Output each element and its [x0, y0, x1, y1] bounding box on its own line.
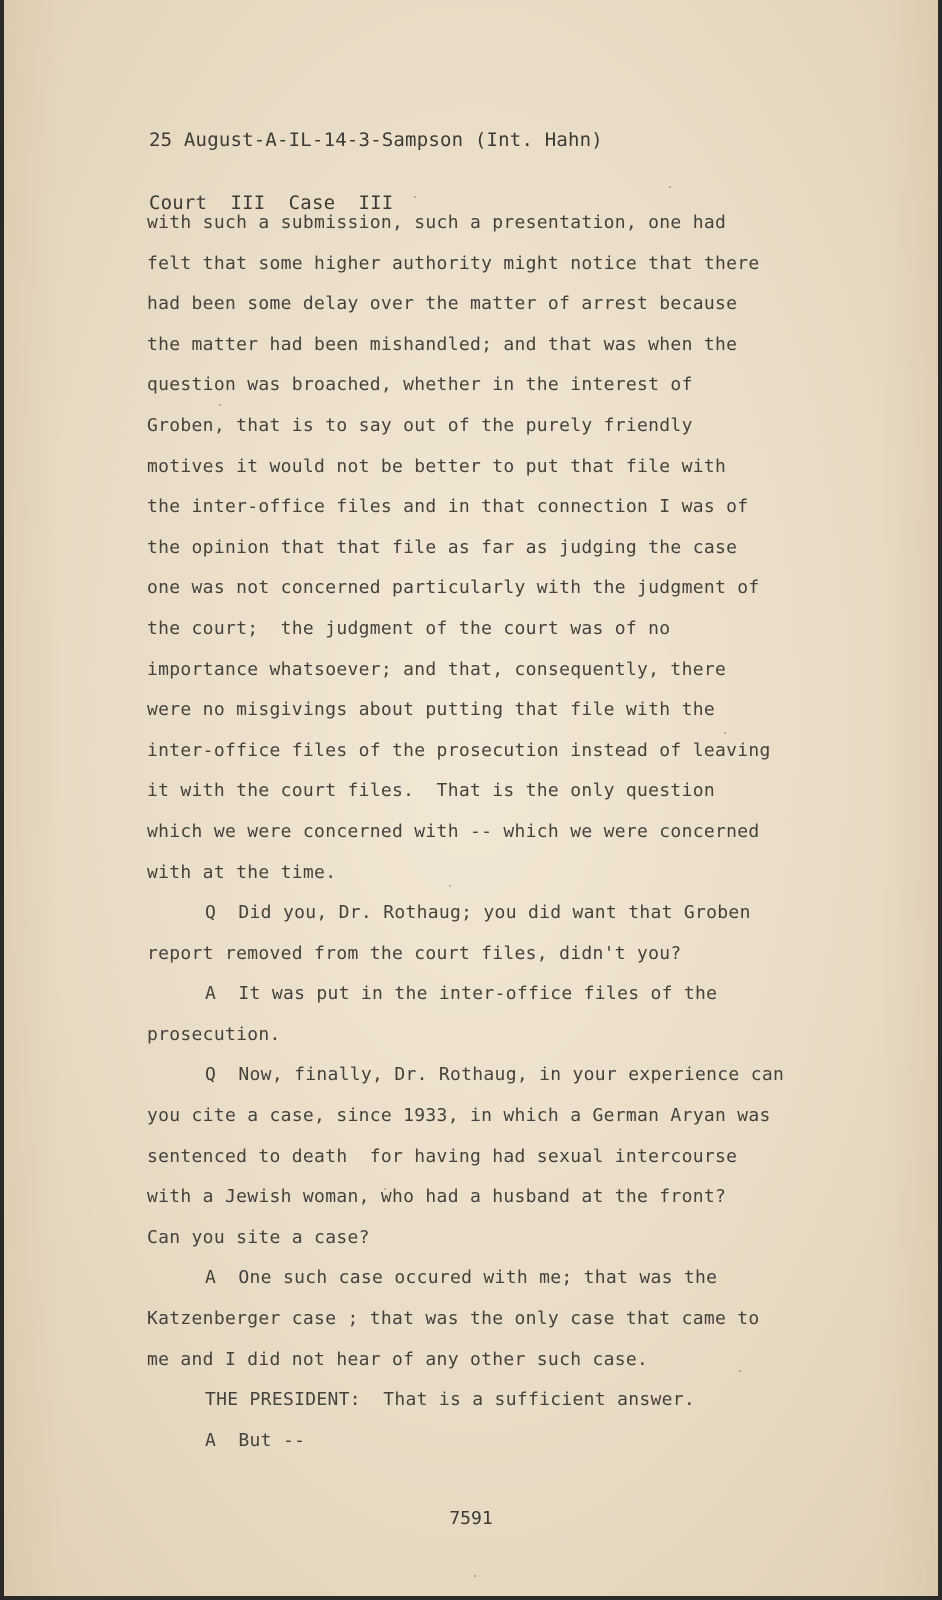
question-line: Q Now, finally, Dr. Rothaug, in your experience can — [205, 1064, 785, 1086]
transcript-line: question was broached, whether in the interest of — [147, 374, 693, 396]
transcript-line: me and I did not hear of any other such case. — [147, 1348, 649, 1370]
transcript-body — [147, 208, 867, 1466]
header-session-line: 25 August-A-IL-14-3-Sampson (Int. Hahn) — [149, 129, 603, 151]
transcript-line: motives it would not be better to put that file with — [147, 455, 727, 477]
transcript-line: Groben, that is to say out of the purely friendly — [147, 414, 693, 436]
transcript-line: were no misgivings about putting that file with the — [147, 699, 715, 721]
transcript-line: had been some delay over the matter of arrest because — [147, 293, 738, 315]
paper-speck — [724, 732, 726, 734]
document-page — [4, 0, 938, 1596]
transcript-line: the court; the judgment of the court was of no — [147, 617, 671, 639]
transcript-line: prosecution. — [147, 1023, 281, 1045]
transcript-line: the inter-office files and in that connection I was of — [147, 496, 749, 518]
paper-speck — [449, 885, 451, 887]
transcript-line: you cite a case, since 1933, in which a German Aryan was — [147, 1105, 771, 1127]
transcript-line: report removed from the court files, didn't you? — [147, 942, 682, 964]
answer-line: A But -- — [205, 1429, 306, 1451]
paper-speck — [474, 1575, 476, 1577]
transcript-line: Katzenberger case ; that was the only case that came to — [147, 1308, 760, 1330]
president-line: THE PRESIDENT: That is a sufficient answer. — [205, 1389, 696, 1411]
transcript-line: sentenced to death for having had sexual intercourse — [147, 1145, 738, 1167]
page-number: 7591 — [449, 1508, 493, 1529]
paper-speck — [739, 1370, 741, 1372]
transcript-line: inter-office files of the prosecution instead of leaving — [147, 739, 771, 761]
transcript-line: one was not concerned particularly with the judgment of — [147, 577, 760, 599]
paper-speck — [384, 1188, 386, 1190]
transcript-line: felt that some higher authority might notice that there — [147, 252, 760, 274]
transcript-line: it with the court files. That is the only question — [147, 780, 715, 802]
transcript-line: the opinion that that file as far as judging the case — [147, 536, 738, 558]
answer-line: A It was put in the inter-office files of the — [205, 983, 718, 1005]
transcript-line: importance whatsoever; and that, consequently, there — [147, 658, 727, 680]
question-line: Q Did you, Dr. Rothaug; you did want that Groben — [205, 902, 751, 924]
header-court-line: Court III Case III — [149, 192, 394, 214]
transcript-line: with at the time. — [147, 861, 337, 883]
paper-speck — [414, 196, 416, 198]
transcript-line: with such a submission, such a presentation, one had — [147, 212, 727, 233]
transcript-line: Can you site a case? — [147, 1226, 370, 1248]
transcript-line: the matter had been mishandled; and that was when the — [147, 333, 738, 355]
transcript-line: with a Jewish woman, who had a husband at the front? — [147, 1186, 727, 1208]
paper-speck — [219, 404, 221, 406]
answer-line: A One such case occured with me; that was the — [205, 1267, 718, 1289]
transcript-line: which we were concerned with -- which we were concerned — [147, 820, 760, 842]
paper-speck — [669, 186, 671, 188]
